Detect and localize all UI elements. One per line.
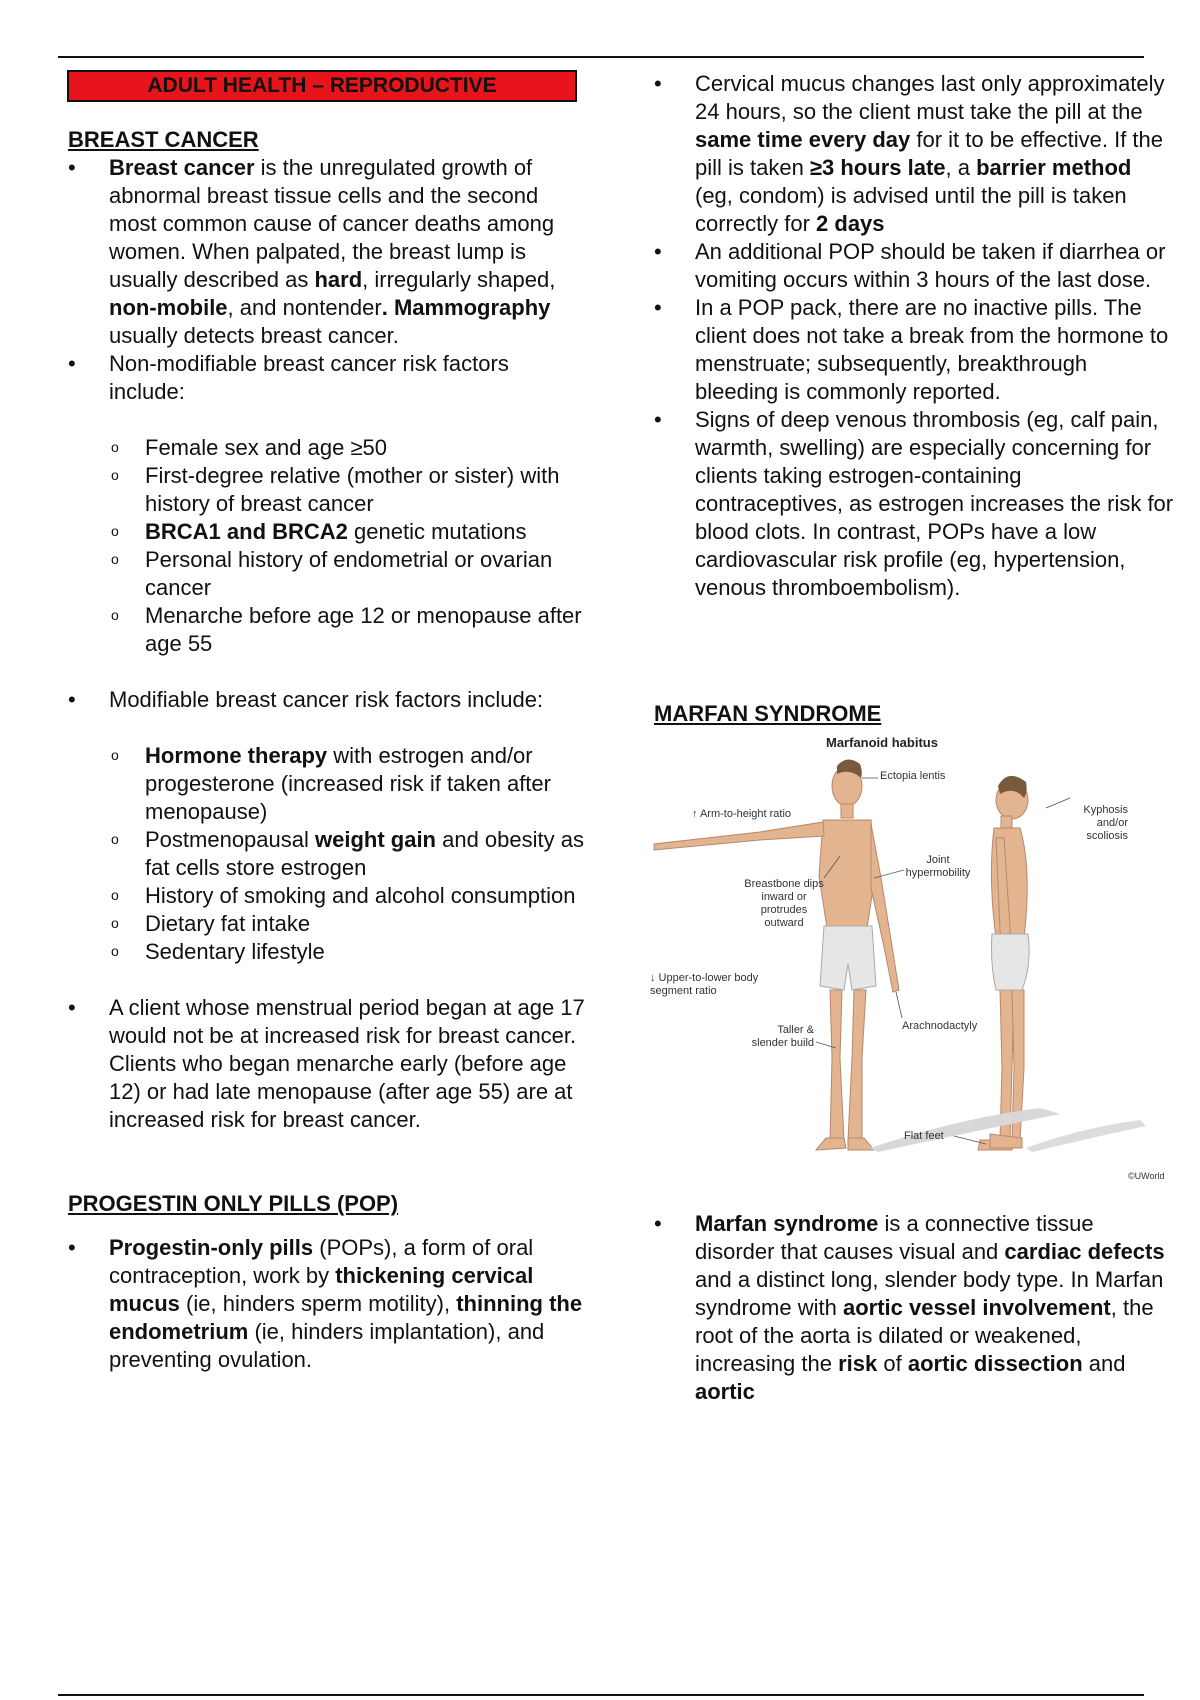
list-item: o Sedentary lifestyle: [68, 938, 588, 966]
top-rule: [58, 56, 1144, 58]
breast-cancer-heading: BREAST CANCER: [68, 127, 259, 152]
label-taller-slender: Taller & slender build: [751, 1024, 814, 1049]
label-joint-hypermobility: Joint hypermobility: [905, 854, 971, 879]
figure-title: Marfanoid habitus: [826, 735, 938, 750]
list-item: o Hormone therapy with estrogen and/or progesterone (increased risk if taken after menopause): [68, 742, 588, 826]
list-item: o Dietary fat intake: [68, 910, 588, 938]
menarche-note-list: [68, 994, 588, 1134]
modifiable-risk-list: [68, 742, 588, 966]
bottom-rule: [58, 1694, 1144, 1696]
leader-line: [896, 992, 902, 1018]
figure-credit: ©UWorld: [1128, 1171, 1165, 1181]
pop-missed-dose: • An additional POP should be taken if diarrhea or vomiting occurs within 3 hours of the last dose.: [654, 238, 1174, 294]
list-item: o History of smoking and alcohol consumption: [68, 882, 588, 910]
right-column: [650, 70, 1174, 1406]
marfan-heading: MARFAN SYNDROME: [654, 701, 882, 726]
shadow: [870, 1108, 1060, 1152]
section-banner: ADULT HEALTH – REPRODUCTIVE: [67, 70, 577, 102]
label-kyphosis: Kyphosis and/or scoliosis: [1083, 804, 1128, 842]
leader-line: [1046, 798, 1070, 808]
label-breastbone: Breastbone dips inward or protrudes outward: [744, 878, 824, 929]
list-item: o First-degree relative (mother or sister) with history of breast cancer: [68, 462, 588, 518]
label-arm-to-height: ↑ Arm-to-height ratio: [692, 808, 792, 820]
nonmodifiable-risk-intro: • Non-modifiable breast cancer risk factors include:: [68, 350, 588, 406]
side-shorts: [992, 934, 1030, 990]
modifiable-risk-intro: • Modifiable breast cancer risk factors include:: [68, 686, 588, 714]
pop-list-left: [68, 1234, 588, 1374]
label-segment-ratio: ↓ Upper-to-lower body segment ratio: [650, 972, 759, 997]
list-item: o Postmenopausal weight gain and obesity as fat cells store estrogen: [68, 826, 588, 882]
pop-heading: PROGESTIN ONLY PILLS (POP): [68, 1191, 399, 1216]
list-item: o BRCA1 and BRCA2 genetic mutations: [68, 518, 588, 546]
pop-pack: • In a POP pack, there are no inactive pills. The client does not take a break from the hormone to menstruate; subsequently, breakthrough bleeding is commonly reported.: [654, 294, 1174, 406]
left-column: [68, 70, 588, 1374]
label-ectopia-lentis: Ectopia lentis: [880, 770, 946, 782]
label-arachnodactyly: Arachnodactyly: [902, 1020, 978, 1032]
menarche-note: • A client whose menstrual period began at age 17 would not be at increased risk for breast cancer. Clients who began menarche early (before age 12) or had late menopause (after age 55) are at increased risk for breast cancer.: [68, 994, 588, 1134]
pop-dvt: • Signs of deep venous thrombosis (eg, calf pain, warmth, swelling) are especially concerning for clients taking estrogen-containing contraceptives, as estrogen increases the risk for blood clots. In contrast, POPs have a low cardiovascular risk profile (eg, hypertension, venous thromboembolism).: [654, 406, 1174, 602]
list-item: o Personal history of endometrial or ovarian cancer: [68, 546, 588, 602]
marfan-list: [654, 1210, 1174, 1406]
list-item: o Menarche before age 12 or menopause after age 55: [68, 602, 588, 658]
marfan-illustration: [640, 728, 1180, 1198]
breast-cancer-definition: • Breast cancer is the unregulated growth of abnormal breast tissue cells and the second most common cause of cancer deaths among women. When palpated, the breast lump is usually described as hard, irregularly shaped, non-mobile, and nontender. Mammography usually detects breast cancer.: [68, 154, 588, 350]
pop-timing: • Cervical mucus changes last only approximately 24 hours, so the client must take the pill at the same time every day for it to be effective. If the pill is taken ≥3 hours late, a barrier method (eg, condom) is advised until the pill is taken correctly for 2 days: [654, 70, 1174, 238]
breast-cancer-list: [68, 154, 588, 406]
pop-list-right: [654, 70, 1174, 602]
nonmodifiable-risk-list: [68, 434, 588, 658]
modifiable-risk-intro-list: [68, 686, 588, 714]
shadow: [1026, 1120, 1146, 1152]
label-flat-feet: Flat feet: [904, 1130, 944, 1142]
marfan-definition: • Marfan syndrome is a connective tissue disorder that causes visual and cardiac defects and a distinct long, slender body type. In Marfan syndrome with aortic vessel involvement, the root of the aorta is dilated or weakened, increasing the risk of aortic dissection and aortic: [654, 1210, 1174, 1406]
list-item: o Female sex and age ≥50: [68, 434, 588, 462]
marfanoid-habitus-figure: [640, 728, 1180, 1198]
front-shorts: [820, 926, 876, 990]
pop-definition: • Progestin-only pills (POPs), a form of oral contraception, work by thickening cervical mucus (ie, hinders sperm motility), thinning the endometrium (ie, hinders implantation), and preventing ovulation.: [68, 1234, 588, 1374]
